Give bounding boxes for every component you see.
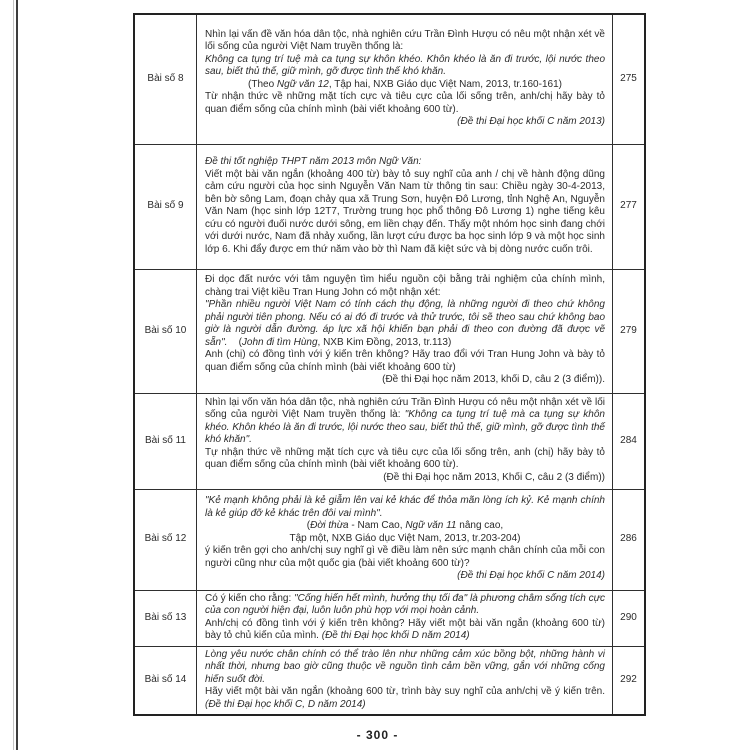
paragraph bbox=[205, 447, 605, 472]
paragraph bbox=[205, 495, 605, 520]
page-number: 292 bbox=[613, 646, 646, 715]
paragraph bbox=[205, 570, 605, 583]
paragraph bbox=[205, 545, 605, 570]
exercise-content bbox=[197, 144, 613, 269]
text-run: , Tập hai, NXB Giáo dục Việt Nam, 2013, tr.160-161) bbox=[328, 78, 562, 90]
page-number: 275 bbox=[613, 14, 646, 144]
text-run: Từ nhận thức về những mặt tích cực và tiêu cực của lối sống trên, anh/chị hãy bày tỏ quan điểm sống của chính mình (bài viết khoảng 600 từ). bbox=[205, 91, 605, 115]
text-run: "Cống hiến hết mình, hưởng thụ tối đa" là phương châm sống tích cực của con người hiện đại, luôn luôn phù hợp với mọi hoàn cảnh. bbox=[205, 592, 605, 616]
exercise-content bbox=[197, 14, 613, 144]
text-run: Lòng yêu nước chân chính có thể trào lên như những cảm xúc bồng bột, những hành vi nhất thời, nhưng bao giờ cũng thuộc về nguồn tình cảm bền vững, gắn với những cống hiến suốt đời. bbox=[205, 648, 605, 685]
paragraph bbox=[205, 349, 605, 374]
table-row bbox=[134, 489, 645, 590]
text-run: , NXB Kim Đồng, 2013, tr.113) bbox=[317, 336, 452, 348]
paragraph bbox=[205, 156, 605, 169]
text-run: Nhìn lại vốn văn hóa dân tộc, nhà nghiên cứu Trần Đình Hượu có nêu một nhận xét về lối sống của người Việt Nam truyền thống là: bbox=[205, 396, 605, 421]
paragraph bbox=[205, 520, 605, 533]
text-run: Nhìn lại vấn đề văn hóa dân tộc, nhà nghiên cứu Trần Đình Hượu có nêu một nhận xét về lối sống của người Việt Nam truyền thống là: bbox=[205, 28, 605, 53]
page-footer: - 300 - bbox=[356, 728, 399, 742]
page-number: 279 bbox=[613, 269, 646, 393]
text-run: (Đề thi Đại học năm 2013, khối D, câu 2 (3 điểm)). bbox=[382, 374, 605, 386]
paragraph bbox=[205, 397, 605, 447]
text-run: Đi dọc đất nước với tâm nguyện tìm hiểu nguồn cội bằng trải nghiệm của chính mình, chàng trai Việt kiều Tran Hung John có một nhận xét: bbox=[205, 274, 605, 298]
text-run: (Đề thi Đại học năm 2013, Khối C, câu 2 (3 điểm)) bbox=[383, 471, 605, 483]
exercise-label: Bài số 13 bbox=[134, 590, 197, 646]
text-run: Ngữ văn 11 bbox=[405, 520, 457, 532]
paragraph bbox=[205, 79, 605, 92]
paragraph bbox=[205, 169, 605, 257]
exercise-label: Bài số 9 bbox=[134, 144, 197, 269]
table-row bbox=[134, 393, 645, 489]
text-run: (Đề thi Đại học khối C, D năm 2014) bbox=[205, 698, 366, 710]
paragraph bbox=[205, 686, 605, 711]
text-run: Tập một, NXB Giáo dục Việt Nam, 2013, tr.203-204) bbox=[289, 532, 521, 544]
text-run: - Nam Cao, bbox=[348, 520, 406, 532]
exercise-content bbox=[197, 489, 613, 590]
text-run: nâng cao, bbox=[456, 520, 504, 532]
paragraph bbox=[205, 593, 605, 618]
exercise-content bbox=[197, 590, 613, 646]
text-run: Tự nhận thức về những mặt tích cực và tiêu cực của lối sống trên, anh (chị) hãy bày tỏ quan điểm sống của chính mình (bài viết khoảng 600 từ). bbox=[205, 446, 605, 471]
table-row bbox=[134, 14, 645, 144]
exercise-table-wrapper bbox=[133, 13, 637, 716]
paragraph bbox=[205, 54, 605, 79]
text-run: Ngữ văn 12 bbox=[276, 78, 329, 90]
page-edge-line-dark bbox=[16, 0, 18, 750]
paragraph bbox=[205, 472, 605, 485]
text-run: Không ca tụng trí tuệ mà ca tụng sự khôn khéo. Khôn khéo là ăn đi trước, lội nước theo sau, biết thủ thế, giữ mình, gỡ được tình thế khó khăn. bbox=[205, 53, 605, 78]
text-run: Anh/chị có đồng tình với ý kiến trên không? Hãy viết một bài văn ngắn (khoảng 600 từ) bày tỏ chủ kiến của mình. bbox=[205, 617, 605, 641]
text-run: Hãy viết một bài văn ngắn (khoảng 600 từ, trình bày suy nghĩ của anh/chị về ý kiến trên. bbox=[205, 686, 605, 697]
text-run: John đi tìm Hùng bbox=[241, 336, 318, 348]
exercise-label: Bài số 8 bbox=[134, 14, 197, 144]
text-run: Đời thừa bbox=[310, 520, 349, 532]
page-number: 290 bbox=[613, 590, 646, 646]
paragraph bbox=[205, 274, 605, 299]
text-run: (Đề thi Đại học khối D năm 2014) bbox=[321, 630, 470, 641]
paragraph bbox=[205, 116, 605, 129]
paragraph bbox=[205, 649, 605, 687]
text-run: ( bbox=[227, 336, 242, 348]
text-run: (Đề thi Đại học khối C năm 2014) bbox=[457, 570, 605, 582]
text-run: Đề thi tốt nghiệp THPT năm 2013 môn Ngữ Văn: bbox=[205, 156, 422, 167]
table-row bbox=[134, 646, 645, 715]
text-run: Viết một bài văn ngắn (khoảng 400 từ) bày tỏ suy nghĩ của anh / chị về hành động dũng cảm cứu người của học sinh Nguyễn Văn Nam từ thông tin sau: Chiều ngày 30-4-2013, bên bờ sông Lam, đoạn chảy qua xã Trung Sơn, huyện Đô Lương, tỉnh Nghệ An, Nguyễn Văn Nam (học sinh lớp 12T7, Trường trung học phổ thông Đô Lương 1) nghe tiếng kêu cứu có người đuối nước dưới sông, em liền chạy đến. Thấy một nhóm học sinh đang chới với dưới nước, Nam đã nhảy xuống, lần lượt cứu được ba học sinh lớp 9 và một học sinh lớp 6. Khi đẩy được em thứ năm vào bờ thì Nam đã kiệt sức và bị dòng nước cuốn trôi. bbox=[205, 168, 605, 255]
text-run: Có ý kiến cho rằng: bbox=[205, 592, 295, 604]
text-run: (Đề thi Đại học khối C năm 2013) bbox=[457, 116, 605, 128]
page-number: 284 bbox=[613, 393, 646, 489]
text-run: Anh (chị) có đồng tình với ý kiến trên không? Hãy trao đổi với Tran Hung John và bày tỏ quan điểm sống của chính mình (bài viết khoảng 600 từ) bbox=[205, 349, 605, 373]
paragraph bbox=[205, 299, 605, 349]
exercise-label: Bài số 12 bbox=[134, 489, 197, 590]
exercise-table bbox=[133, 13, 646, 716]
table-row bbox=[134, 590, 645, 646]
exercise-label: Bài số 10 bbox=[134, 269, 197, 393]
table-row bbox=[134, 269, 645, 393]
paragraph bbox=[205, 533, 605, 546]
text-run: "Phần nhiều người Việt Nam có tính cách thụ động, là những người đi theo chứ không phải người tiên phong. Nếu có ai đó đi trước và thử trước, tôi sẽ theo sau chứ không bao giờ là người dẫn đường. áp lực xã hội khiến bạn phải đi theo con đường đã được vẽ sẵn". bbox=[205, 299, 605, 348]
table-row bbox=[134, 144, 645, 269]
exercise-label: Bài số 11 bbox=[134, 393, 197, 489]
paragraph bbox=[205, 618, 605, 643]
exercise-content bbox=[197, 269, 613, 393]
page-number: 286 bbox=[613, 489, 646, 590]
exercise-content bbox=[197, 393, 613, 489]
text-run: (Theo bbox=[248, 78, 277, 90]
page-number: 277 bbox=[613, 144, 646, 269]
page-edge-line-light bbox=[13, 0, 14, 750]
text-run: ( bbox=[306, 520, 311, 532]
exercise-content bbox=[197, 646, 613, 715]
exercise-label: Bài số 14 bbox=[134, 646, 197, 715]
text-run: "Không ca tụng trí tuệ mà ca tụng sự khôn khéo. Khôn khéo là ăn đi trước, lội nước theo sau, biết thủ thế, giữ mình, gỡ được tình thế khó khăn". bbox=[205, 409, 605, 446]
text-run: ý kiến trên gợi cho anh/chị suy nghĩ gì về điều làm nên sức mạnh chân chính của mỗi con người cũng như của một quốc gia (bài viết khoảng 600 từ)? bbox=[205, 545, 605, 569]
paragraph bbox=[205, 29, 605, 54]
text-run: "Kẻ mạnh không phải là kẻ giẫm lên vai kẻ khác để thỏa mãn lòng ích kỷ. Kẻ mạnh chính là kẻ giúp đỡ kẻ khác trên đôi vai mình". bbox=[205, 495, 605, 519]
paragraph bbox=[205, 91, 605, 116]
paragraph bbox=[205, 374, 605, 387]
